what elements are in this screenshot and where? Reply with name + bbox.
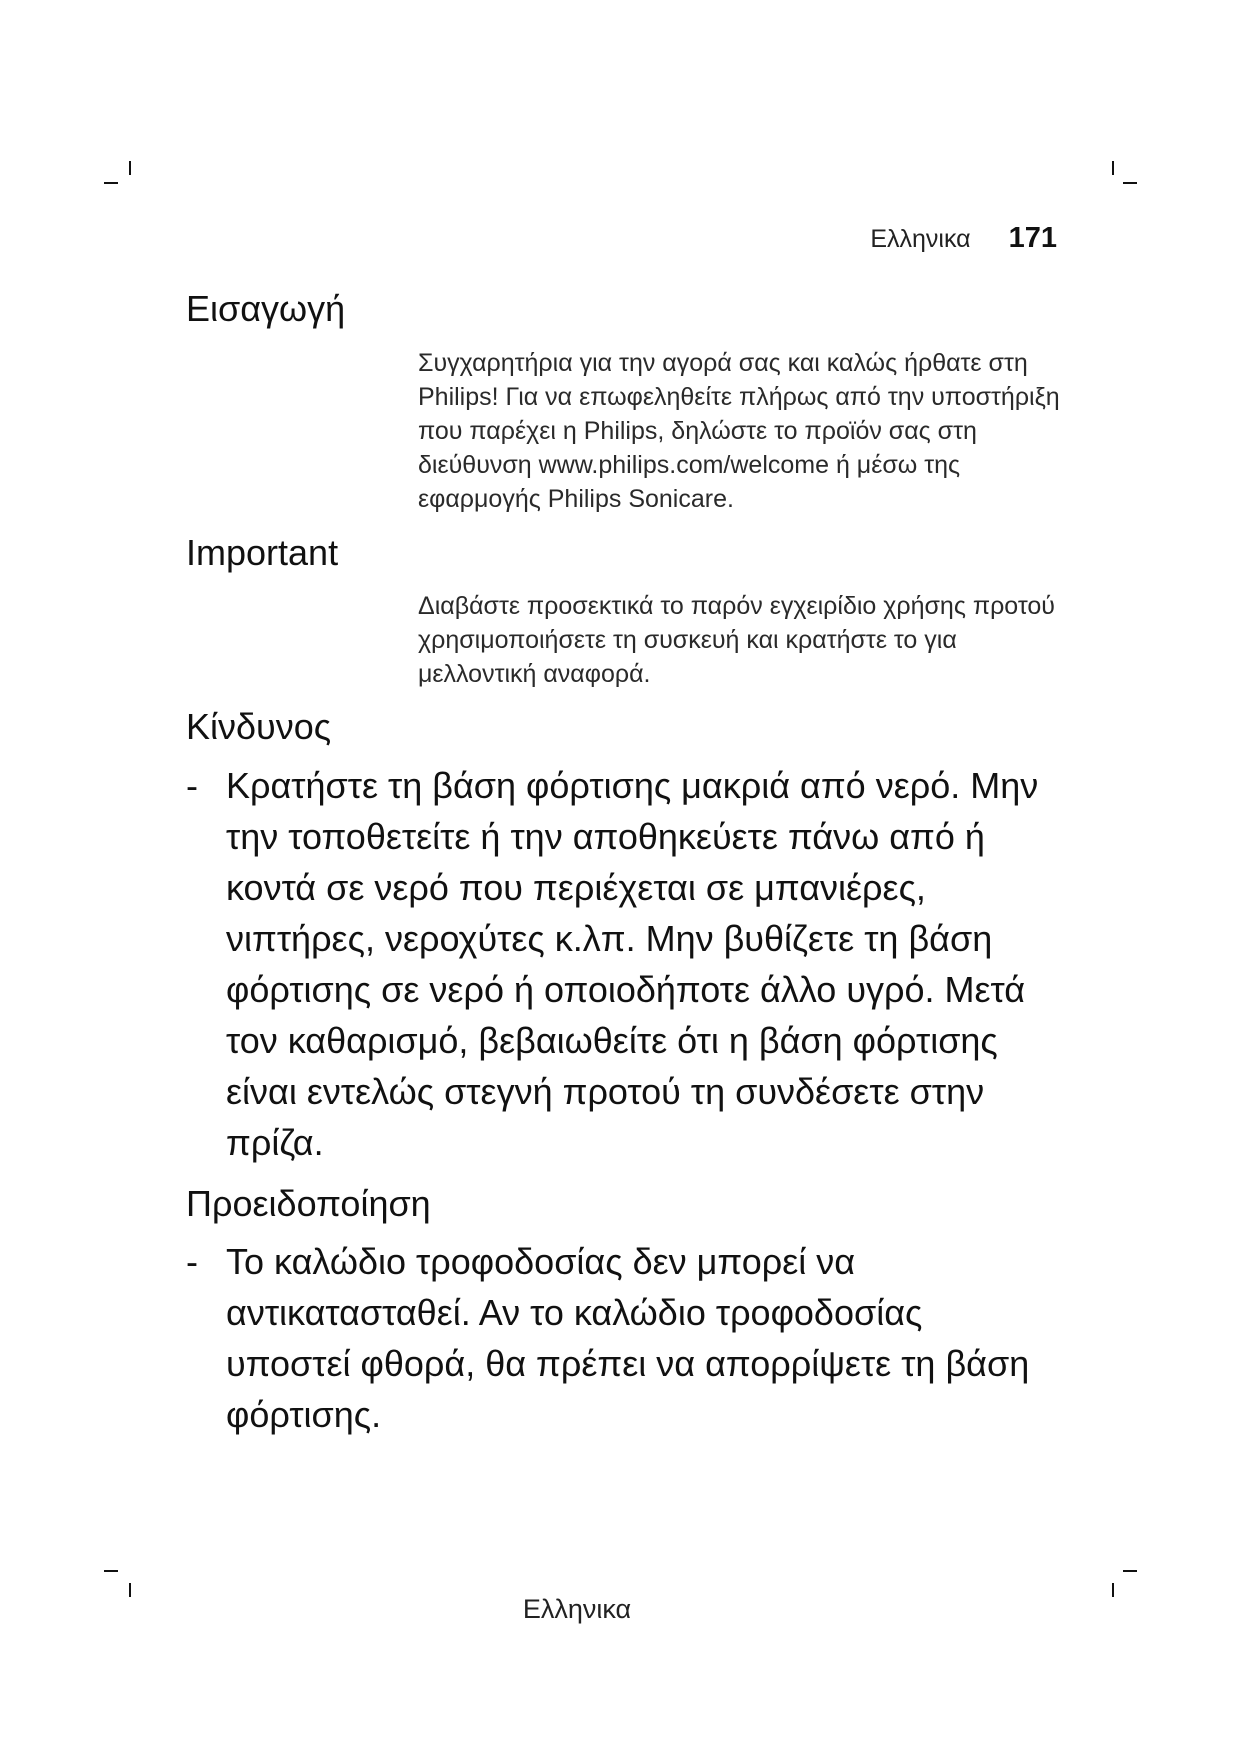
warning-list-item (186, 1236, 1066, 1440)
intro-paragraph: Συγχαρητήρια για την αγορά σας και καλώς ήρθατε στη Philips! Για να επωφεληθείτε πλήρως από την υποστήριξη που παρέχει η Philips, δηλώστε το προϊόν σας στη διεύθυνση www.philips.com/welcome ή μέσω της εφαρμογής Philips Sonicare. (418, 349, 1060, 513)
danger-list-item (186, 760, 1066, 1168)
crop-mark-top-left-v (129, 161, 131, 175)
section-title-important: Important (186, 532, 339, 573)
section-title-danger: Κίνδυνος (186, 706, 332, 747)
danger-item-text: Κρατήστε τη βάση φόρτισης μακριά από νερό. Μην την τοποθετείτε ή την αποθηκεύετε πάνω από ή κοντά σε νερό που περιέχεται σε μπανιέρες, νιπτήρες, νεροχύτες κ.λπ. Μην βυθίζετε τη βάση φόρτισης σε νερό ή οποιοδήποτε άλλο υγρό. Μετά τον καθαρισμό, βεβαιωθείτε ότι η βάση φόρτισης είναι εντελώς στεγνή προτού τη συνδέσετε στην πρίζα. (226, 765, 1039, 1163)
list-bullet: - (186, 765, 198, 806)
page-number: 171 (1008, 222, 1057, 254)
warning-item-text: Το καλώδιο τροφοδοσίας δεν μπορεί να αντικατασταθεί. Αν το καλώδιο τροφοδοσίας υποστεί φθορά, θα πρέπει να απορρίψετε τη βάση φόρτισης. (226, 1241, 1030, 1435)
crop-mark-top-left-h (104, 182, 118, 184)
crop-mark-bottom-right-h (1123, 1570, 1137, 1572)
important-paragraph: Διαβάστε προσεκτικά το παρόν εγχειρίδιο χρήσης προτού χρησιμοποιήσετε τη συσκευή και κρατήστε το για μελλοντική αναφορά. (418, 592, 1055, 688)
crop-mark-top-right-v (1112, 161, 1114, 175)
crop-mark-bottom-left-h (104, 1570, 118, 1572)
list-bullet: - (186, 1241, 198, 1282)
crop-mark-top-right-h (1123, 182, 1137, 184)
header-language: Ελληνικα (870, 225, 971, 253)
page-header (870, 222, 1057, 255)
page-footer: Ελληνικα (522, 1594, 632, 1624)
section-title-intro: Εισαγωγή (186, 288, 346, 329)
section-title-warning: Προειδοποίηση (186, 1183, 431, 1224)
